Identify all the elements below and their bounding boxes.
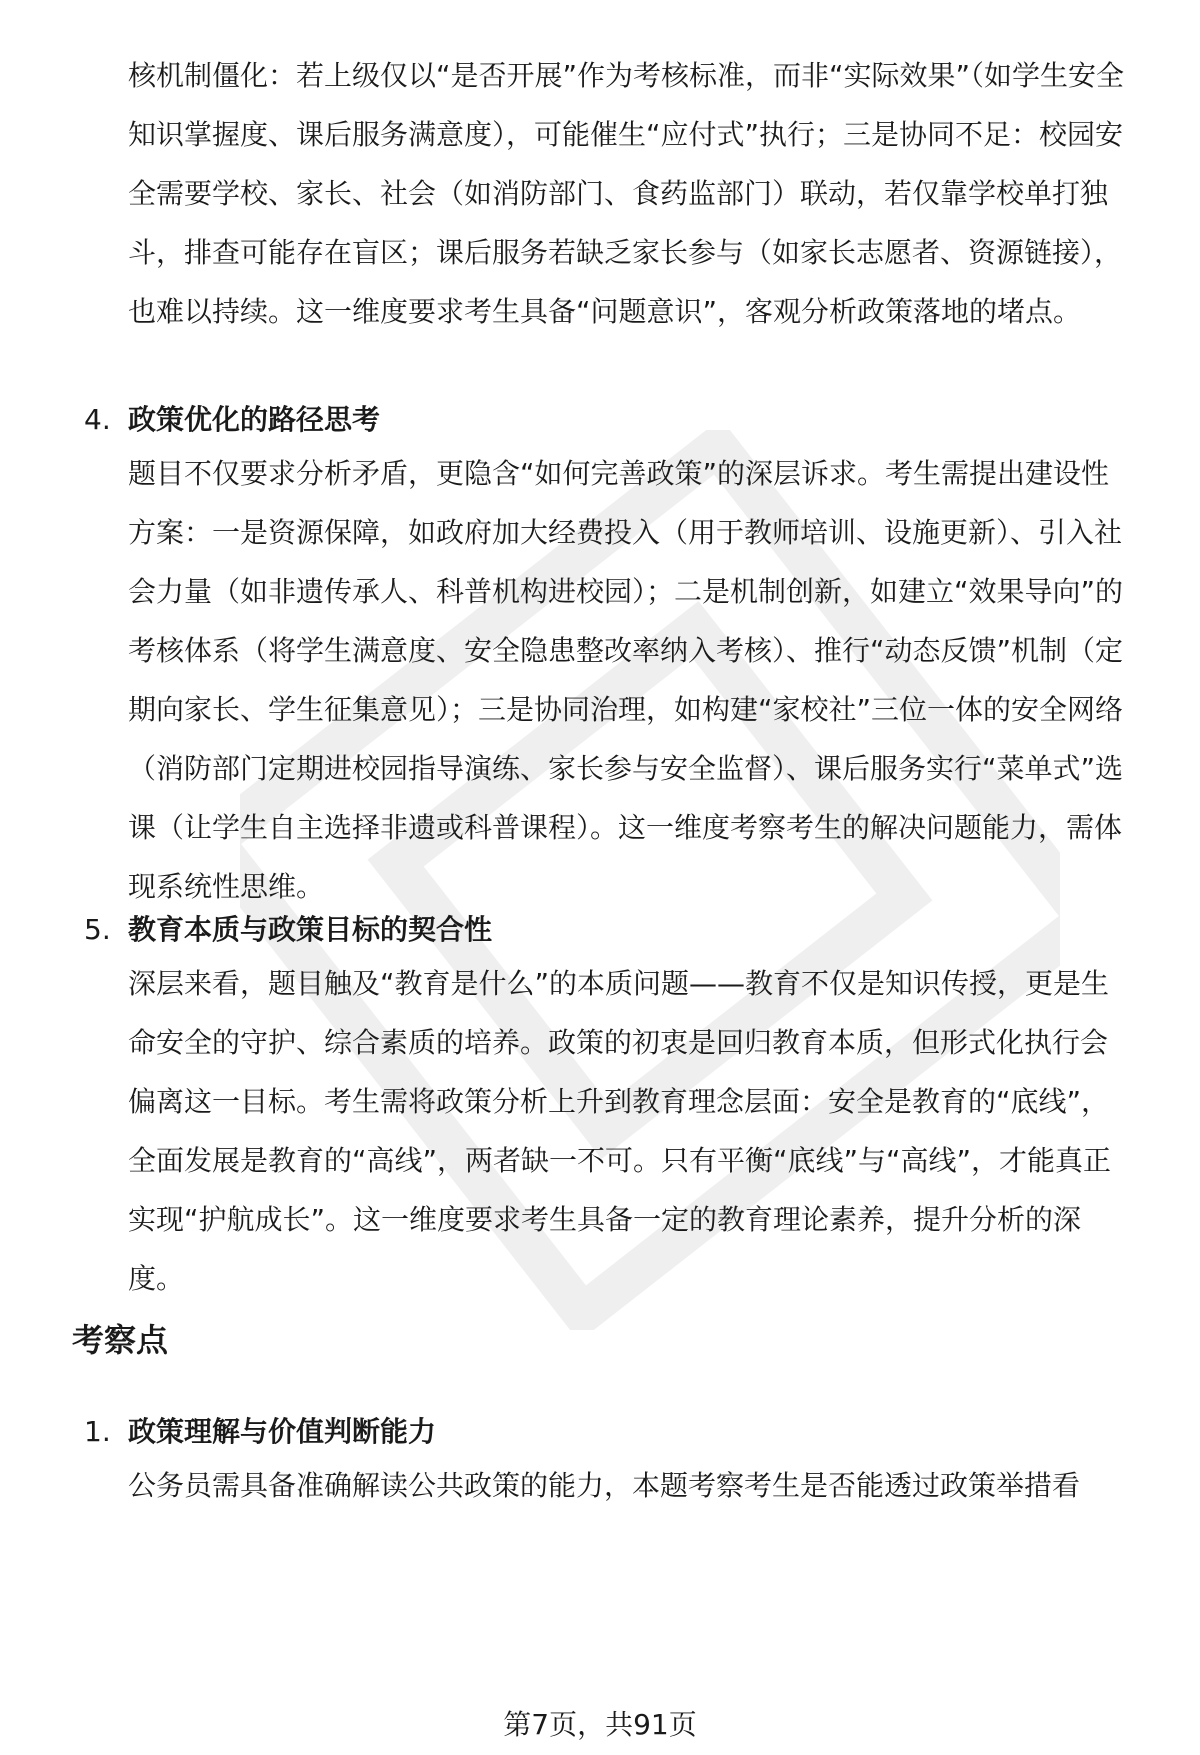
- continuation-paragraph: 核机制僵化：若上级仅以“是否开展”作为考核标准，而非“实际效果”（如学生安全知识掌握度、课后服务满意度），可能催生“应付式”执行；三是协同不足：校园安全需要学校、家长、社会（如消防部门、食药监部门）联动，若仅靠学校单打独斗，排查可能存在盲区；课后服务若缺乏家长参与（如家长志愿者、资源链接），也难以持续。这一维度要求考生具备“问题意识”，客观分析政策落地的堵点。: [128, 59, 1125, 328]
- section-item-1-heading: [84, 1412, 1124, 1452]
- section-item-1-number: 1.: [84, 1415, 111, 1448]
- page-footer: 第7页，共91页: [503, 1708, 697, 1741]
- item-4-heading: [84, 400, 1124, 440]
- item-4-number: 4.: [84, 403, 111, 436]
- item-5-number: 5.: [84, 913, 111, 946]
- item-4-title: 政策优化的路径思考: [128, 403, 381, 436]
- section-title: 考察点: [72, 1321, 169, 1359]
- section-item-1-title: 政策理解与价值判断能力: [128, 1415, 437, 1448]
- item-5-body: 深层来看，题目触及“教育是什么”的本质问题——教育不仅是知识传授，更是生命安全的守护、综合素质的培养。政策的初衷是回归教育本质，但形式化执行会偏离这一目标。考生需将政策分析上升到教育理念层面：安全是教育的“底线”，全面发展是教育的“高线”，两者缺一不可。只有平衡“底线”与“高线”，才能真正实现“护航成长”。这一维度要求考生具备一定的教育理论素养，提升分析的深度。: [128, 967, 1112, 1295]
- item-5-heading: [84, 910, 1124, 950]
- item-4-body: 题目不仅要求分析矛盾，更隐含“如何完善政策”的深层诉求。考生需提出建设性方案：一是资源保障，如政府加大经费投入（用于教师培训、设施更新）、引入社会力量（如非遗传承人、科普机构进校园）；二是机制创新，如建立“效果导向”的考核体系（将学生满意度、安全隐患整改率纳入考核）、推行“动态反馈”机制（定期向家长、学生征集意见）；三是协同治理，如构建“家校社”三位一体的安全网络（消防部门定期进校园指导演练、家长参与安全监督）、课后服务实行“菜单式”选课（让学生自主选择非遗或科普课程）。这一维度考察考生的解决问题能力，需体现系统性思维。: [128, 457, 1124, 903]
- item-5-title: 教育本质与政策目标的契合性: [128, 913, 493, 946]
- section-item-1-body: 公务员需具备准确解读公共政策的能力，本题考察考生是否能透过政策举措看: [128, 1469, 1081, 1502]
